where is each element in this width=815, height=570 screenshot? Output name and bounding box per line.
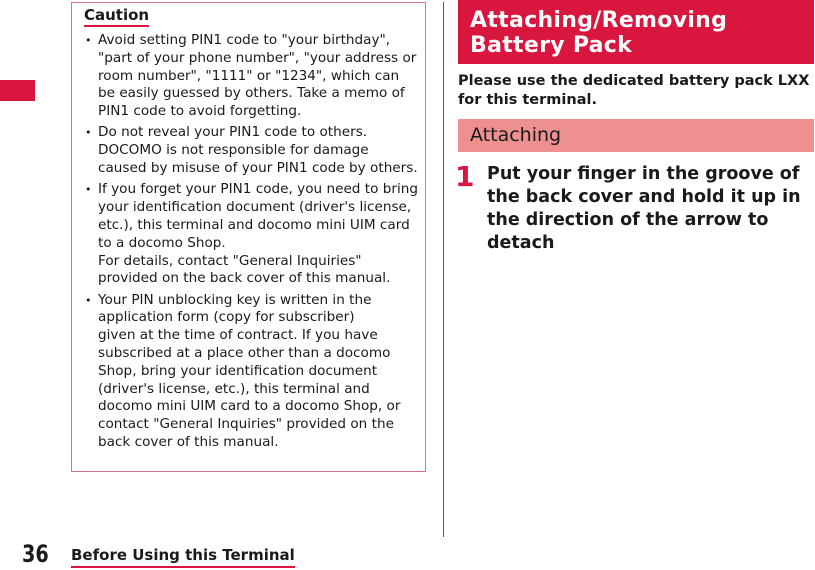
caution-box bbox=[71, 2, 426, 472]
column-divider bbox=[443, 2, 444, 537]
section-title: Attaching/Removing Battery Pack bbox=[458, 0, 814, 64]
subsection-title: Attaching bbox=[458, 119, 814, 152]
section-intro: Please use the dedicated battery pack LXX for this terminal. bbox=[458, 73, 810, 108]
caution-title: Caution bbox=[84, 7, 149, 27]
caution-list bbox=[84, 32, 418, 455]
step-text: Put your finger in the groove of the back cover and hold it up in the direction of the arrow to detach bbox=[487, 164, 801, 253]
chapter-link[interactable]: Before Using this Terminal bbox=[71, 546, 295, 568]
caution-item: • Do not reveal your PIN1 code to others. DOCOMO is not responsible for damage caused by misuse of your PIN1 code by others. bbox=[84, 124, 418, 177]
step-number: 1 bbox=[455, 160, 475, 193]
side-index-tab bbox=[0, 80, 35, 101]
page-number: 36 bbox=[22, 540, 49, 568]
caution-item: • Your PIN unblocking key is written in the application form (copy for subscriber) given at the time of contract. If you have subscribed at a place other than a docomo Shop, bring your identification document (driver's license, etc.), this terminal and docomo mini UIM card to a docomo Shop, or contact "General Inquiries" provided on the back cover of this manual. bbox=[84, 292, 418, 452]
caution-item: • If you forget your PIN1 code, you need to bring your identification document (driver's license, etc.), this terminal and docomo mini UIM card to a docomo Shop. For details, contact "General Inquiries" provided on the back cover of this manual. bbox=[84, 181, 418, 288]
caution-item: • Avoid setting PIN1 code to "your birthday", "part of your phone number", "your address or room number", "1111" or "1234", which can be easily guessed by others. Take a memo of PIN1 code to avoid forgetting. bbox=[84, 32, 418, 121]
